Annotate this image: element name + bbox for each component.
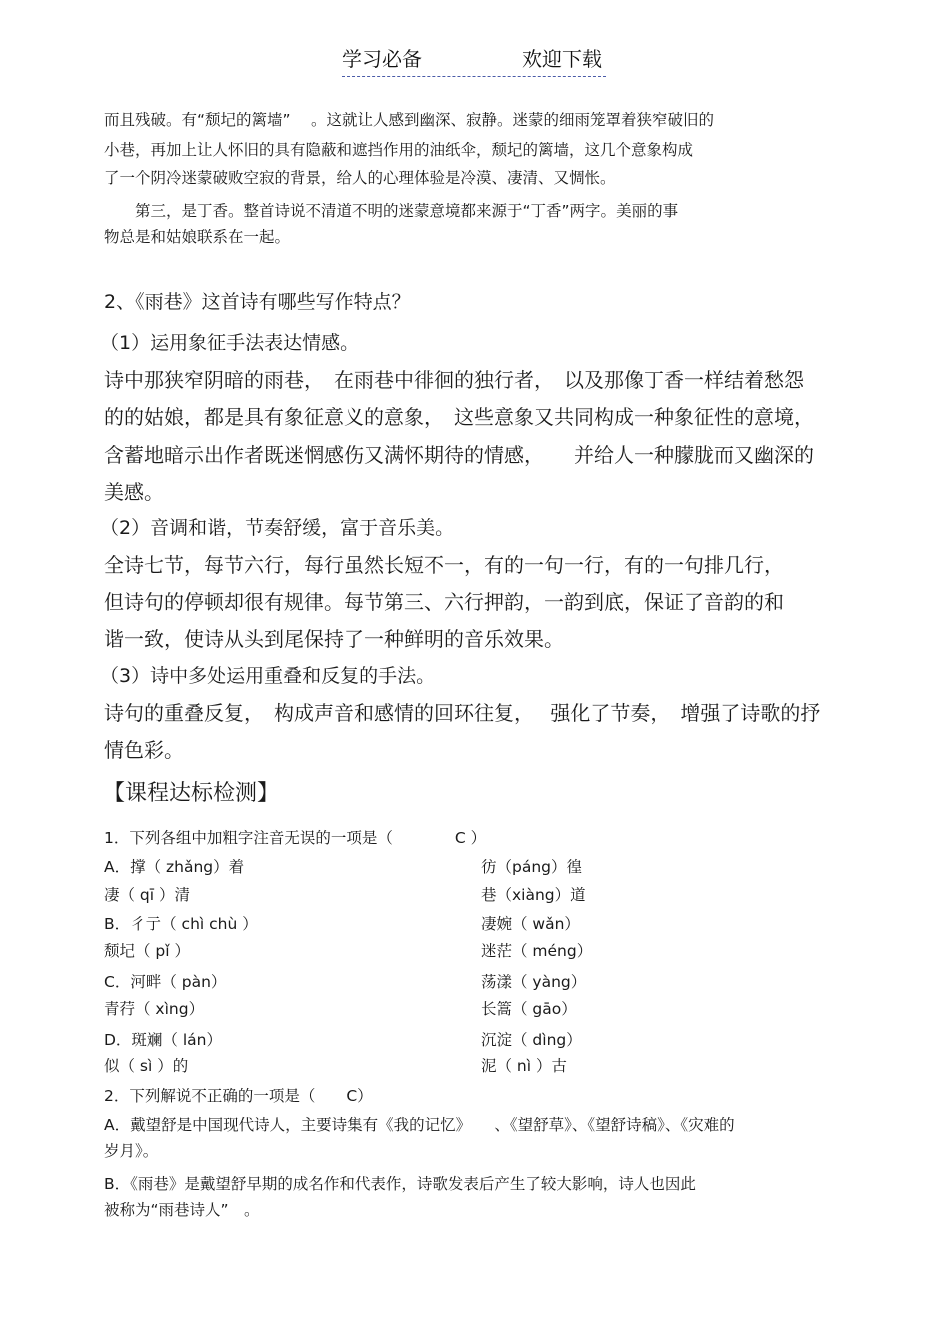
- q2-option-a: A．戴望舒是中国现代诗人，主要诗集有《我的记忆》 、《望舒草》、《望舒诗稿》、《灾难的: [104, 1116, 735, 1134]
- q1-option-right: 长篙（ gāo）: [481, 1000, 577, 1018]
- q1-option-left: C．河畔（ pàn）: [104, 973, 227, 991]
- test-heading: 【课程达标检测】: [103, 781, 280, 806]
- q1-option-left: 青荇（ xìng）: [104, 1000, 205, 1018]
- section2-p2-line: 但诗句的停顿却很有规律。每节第三、六行押韵，一韵到底，保证了音韵的和: [104, 590, 784, 614]
- q1-option-right: 沉淀（ dìng）: [481, 1031, 582, 1049]
- q1-option-right: 彷（páng）徨: [481, 858, 583, 876]
- q1-option-right: 迷茫（ méng）: [481, 942, 593, 960]
- q1-option-left: 凄（ qī ）清: [104, 886, 190, 904]
- section2-p2-line: 全诗七节，每节六行，每行虽然长短不一，有的一句一行，有的一句排几行，: [104, 553, 784, 577]
- q1-option-left: B．彳亍（ chì chù ）: [104, 915, 258, 933]
- q1-option-right: 泥（ nì ）古: [481, 1057, 567, 1075]
- q1-option-left: 似（ sì ）的: [104, 1057, 189, 1075]
- section2-p3-title: （3）诗中多处运用重叠和反复的手法。: [100, 665, 436, 687]
- intro-line: 第三，是丁香。整首诗说不清道不明的迷蒙意境都来源于“丁香”两字。美丽的事: [104, 202, 679, 220]
- q2-stem: 2．下列解说不正确的一项是（ C）: [104, 1087, 373, 1105]
- q1-option-left: 颓圮（ pǐ ）: [104, 942, 190, 960]
- intro-line: 物总是和姑娘联系在一起。: [104, 228, 291, 246]
- section2-p3-line: 诗句的重叠反复， 构成声音和感情的回环往复， 强化了节奏， 增强了诗歌的抒: [104, 701, 821, 725]
- q2-option-a: 岁月》。: [104, 1142, 159, 1160]
- header-left-text: 学习必备: [342, 47, 422, 71]
- q1-option-left: A．撑（ zhǎng）着: [104, 858, 245, 876]
- q2-option-b: B．《雨巷》是戴望舒早期的成名作和代表作，诗歌发表后产生了较大影响，诗人也因此: [104, 1175, 696, 1193]
- q1-option-left: D．斑斓（ lán）: [104, 1031, 222, 1049]
- header-right-text: 欢迎下载: [522, 47, 602, 71]
- q1-stem: 1．下列各组中加粗字注音无误的一项是（ C ）: [104, 829, 487, 847]
- q2-option-b: 被称为“雨巷诗人” 。: [104, 1201, 260, 1219]
- section2-p2-line: 谐一致，使诗从头到尾保持了一种鲜明的音乐效果。: [104, 627, 564, 651]
- intro-line: 了一个阴冷迷蒙破败空寂的背景，给人的心理体验是冷漠、凄清、又惆怅。: [104, 169, 616, 187]
- section2-p1-line: 的的姑娘，都是具有象征意义的意象， 这些意象又共同构成一种象征性的意境，: [104, 405, 814, 429]
- section2-p3-line: 情色彩。: [104, 738, 184, 762]
- intro-line: 而且残破。有“颓圮的篱墙” 。这就让人感到幽深、寂静。迷蒙的细雨笼罩着狭窄破旧的: [104, 111, 714, 129]
- section2-question: 2、《雨巷》这首诗有哪些写作特点？: [104, 291, 411, 313]
- section2-p1-line: 诗中那狭窄阴暗的雨巷， 在雨巷中徘徊的独行者， 以及那像丁香一样结着愁怨: [104, 368, 804, 392]
- page-header: [342, 46, 606, 77]
- section2-p1-line: 含蓄地暗示出作者既迷惘感伤又满怀期待的情感， 并给人一种朦胧而又幽深的: [104, 443, 814, 467]
- section2-p1-line: 美感。: [104, 480, 164, 504]
- section2-p2-title: （2）音调和谐，节奏舒缓，富于音乐美。: [100, 517, 455, 539]
- section2-p1-title: （1）运用象征手法表达情感。: [100, 332, 360, 354]
- q1-option-right: 凄婉（ wǎn）: [481, 915, 580, 933]
- q1-option-right: 巷（xiàng）道: [481, 886, 586, 904]
- q1-option-right: 荡漾（ yàng）: [481, 973, 587, 991]
- intro-line: 小巷，再加上让人怀旧的具有隐蔽和遮挡作用的油纸伞，颓圮的篱墙，这几个意象构成: [104, 141, 694, 159]
